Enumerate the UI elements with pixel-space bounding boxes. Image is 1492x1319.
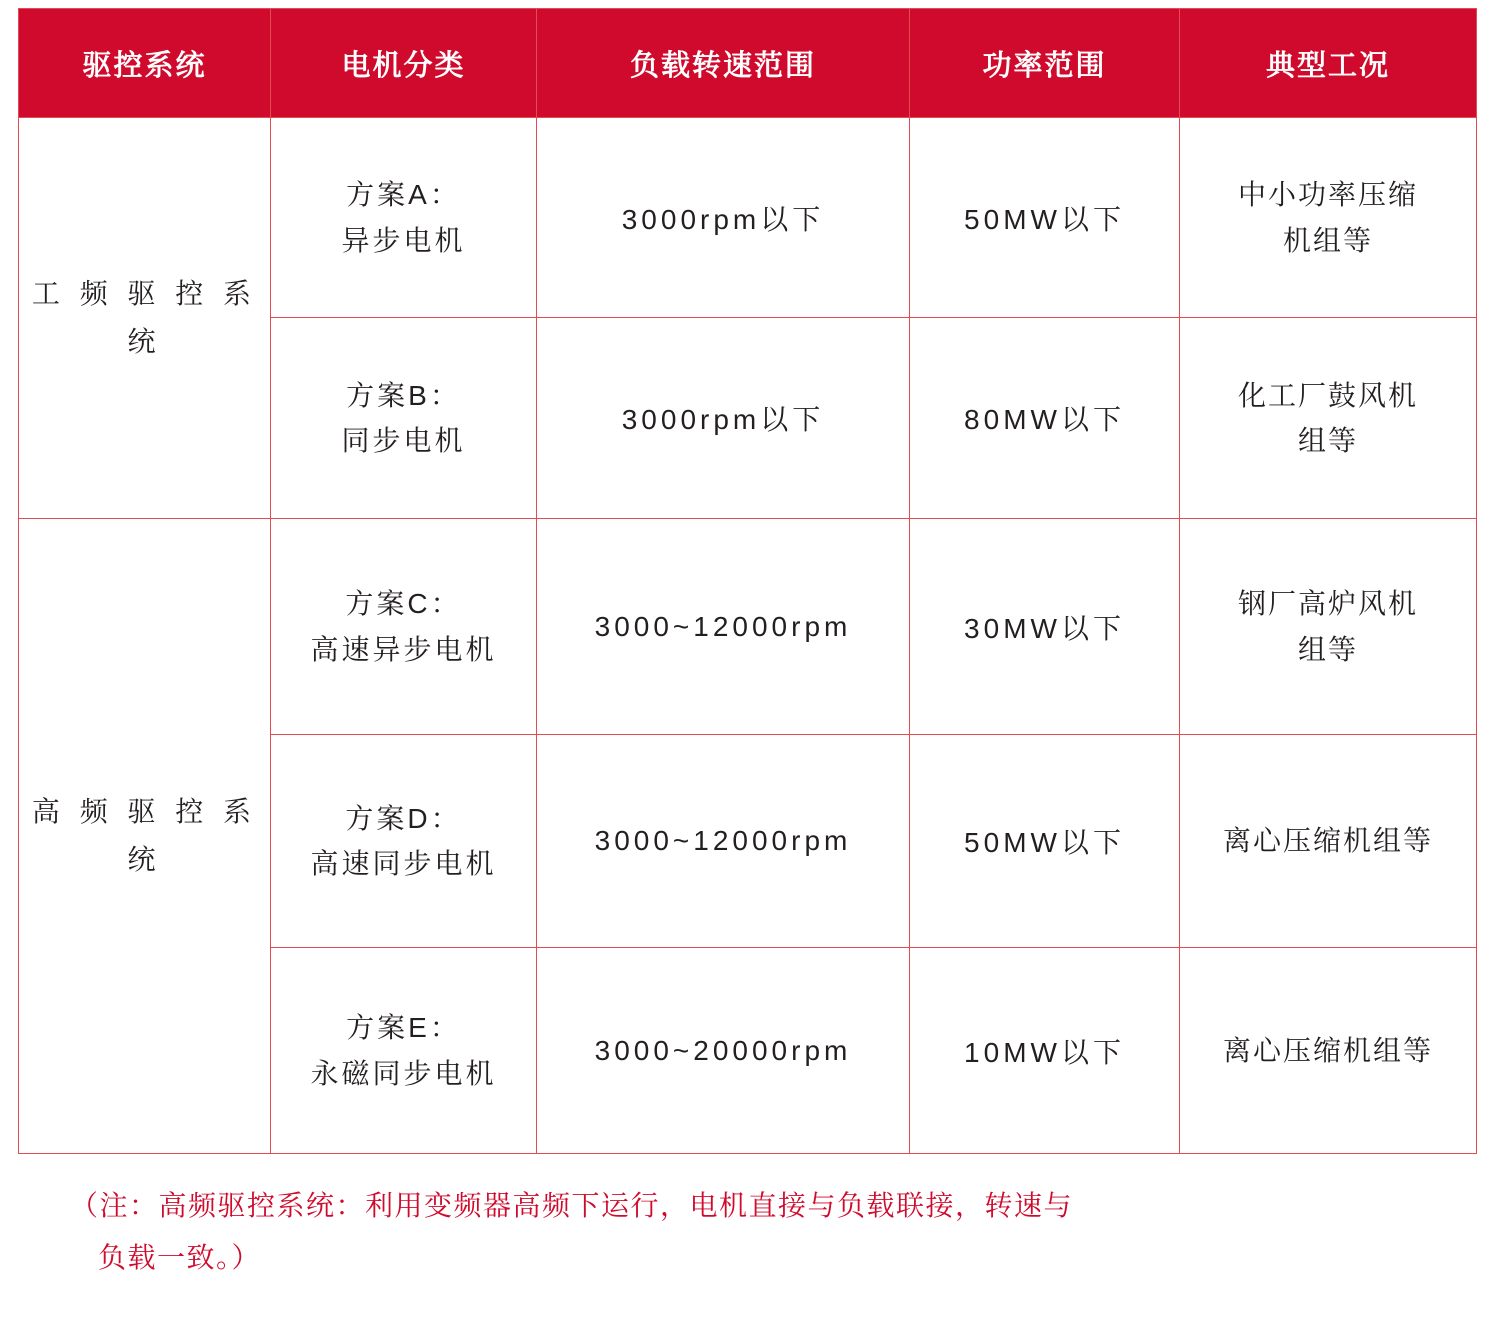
table-header bbox=[19, 9, 1477, 118]
cell-motor-type bbox=[271, 519, 537, 735]
cell-motor-type bbox=[271, 735, 537, 948]
table-header-row bbox=[19, 9, 1477, 118]
table-row bbox=[19, 519, 1477, 735]
cell-power-range: 50MW以下 bbox=[910, 118, 1180, 318]
group-label-line: 高 频 bbox=[31, 795, 114, 827]
cell-motor-type bbox=[271, 118, 537, 318]
condition-line: 组等 bbox=[1297, 425, 1358, 456]
column-header-motor-type: 电机分类 bbox=[271, 9, 537, 118]
cell-power-range: 10MW以下 bbox=[910, 948, 1180, 1154]
cell-typical-condition bbox=[1180, 318, 1477, 519]
condition-line: 机组等 bbox=[1282, 224, 1373, 256]
column-header-typical-condition: 典型工况 bbox=[1180, 9, 1477, 118]
column-header-power-range: 功率范围 bbox=[910, 9, 1180, 118]
cell-speed-range: 3000rpm以下 bbox=[537, 118, 910, 318]
condition-line: 中小功率压缩 bbox=[1237, 179, 1418, 211]
group-label-line: 驱 控 bbox=[127, 277, 210, 309]
motor-line: 方案E： bbox=[346, 1012, 461, 1044]
motor-line: 方案A： bbox=[346, 179, 461, 211]
cell-speed-range: 3000~20000rpm bbox=[537, 948, 910, 1154]
condition-line: 钢厂高炉风机 bbox=[1237, 588, 1418, 620]
condition-line: 组等 bbox=[1297, 633, 1358, 665]
cell-speed-range: 3000rpm以下 bbox=[537, 318, 910, 519]
group-label-line: 系 统 bbox=[127, 795, 258, 875]
motor-line: 方案B： bbox=[346, 379, 461, 411]
group-cell-high-frequency bbox=[19, 519, 271, 1154]
cell-power-range: 30MW以下 bbox=[910, 519, 1180, 735]
drive-system-spec-table bbox=[18, 8, 1477, 1154]
cell-power-range: 80MW以下 bbox=[910, 318, 1180, 519]
cell-motor-type bbox=[271, 318, 537, 519]
motor-line: 同步电机 bbox=[341, 425, 466, 456]
group-cell-power-frequency bbox=[19, 118, 271, 519]
motor-line: 方案C： bbox=[345, 588, 462, 620]
cell-motor-type bbox=[271, 948, 537, 1154]
condition-line: 离心压缩机组等 bbox=[1222, 1034, 1433, 1066]
note-line-2: 负载一致。） bbox=[98, 1241, 262, 1273]
group-label-line: 系 统 bbox=[127, 277, 258, 357]
motor-line: 高速同步电机 bbox=[310, 848, 497, 879]
table-body bbox=[19, 118, 1477, 1154]
cell-power-range: 50MW以下 bbox=[910, 735, 1180, 948]
cell-typical-condition bbox=[1180, 118, 1477, 318]
table-note bbox=[18, 1180, 1474, 1284]
condition-line: 离心压缩机组等 bbox=[1222, 825, 1433, 857]
group-label-line: 驱 控 bbox=[127, 795, 210, 827]
motor-line: 方案D： bbox=[345, 802, 462, 834]
note-line-1: （注：高频驱控系统：利用变频器高频下运行，电机直接与负载联接，转速与 bbox=[70, 1190, 1074, 1221]
column-header-speed-range: 负载转速范围 bbox=[537, 9, 910, 118]
motor-line: 高速异步电机 bbox=[310, 633, 497, 665]
group-label-line: 工 频 bbox=[31, 277, 114, 309]
cell-typical-condition bbox=[1180, 735, 1477, 948]
column-header-drive-system: 驱控系统 bbox=[19, 9, 271, 118]
table-row bbox=[19, 118, 1477, 318]
motor-line: 异步电机 bbox=[341, 224, 466, 256]
cell-typical-condition bbox=[1180, 948, 1477, 1154]
motor-line: 永磁同步电机 bbox=[310, 1057, 497, 1089]
condition-line: 化工厂鼓风机 bbox=[1237, 379, 1418, 411]
cell-speed-range: 3000~12000rpm bbox=[537, 735, 910, 948]
cell-typical-condition bbox=[1180, 519, 1477, 735]
cell-speed-range: 3000~12000rpm bbox=[537, 519, 910, 735]
